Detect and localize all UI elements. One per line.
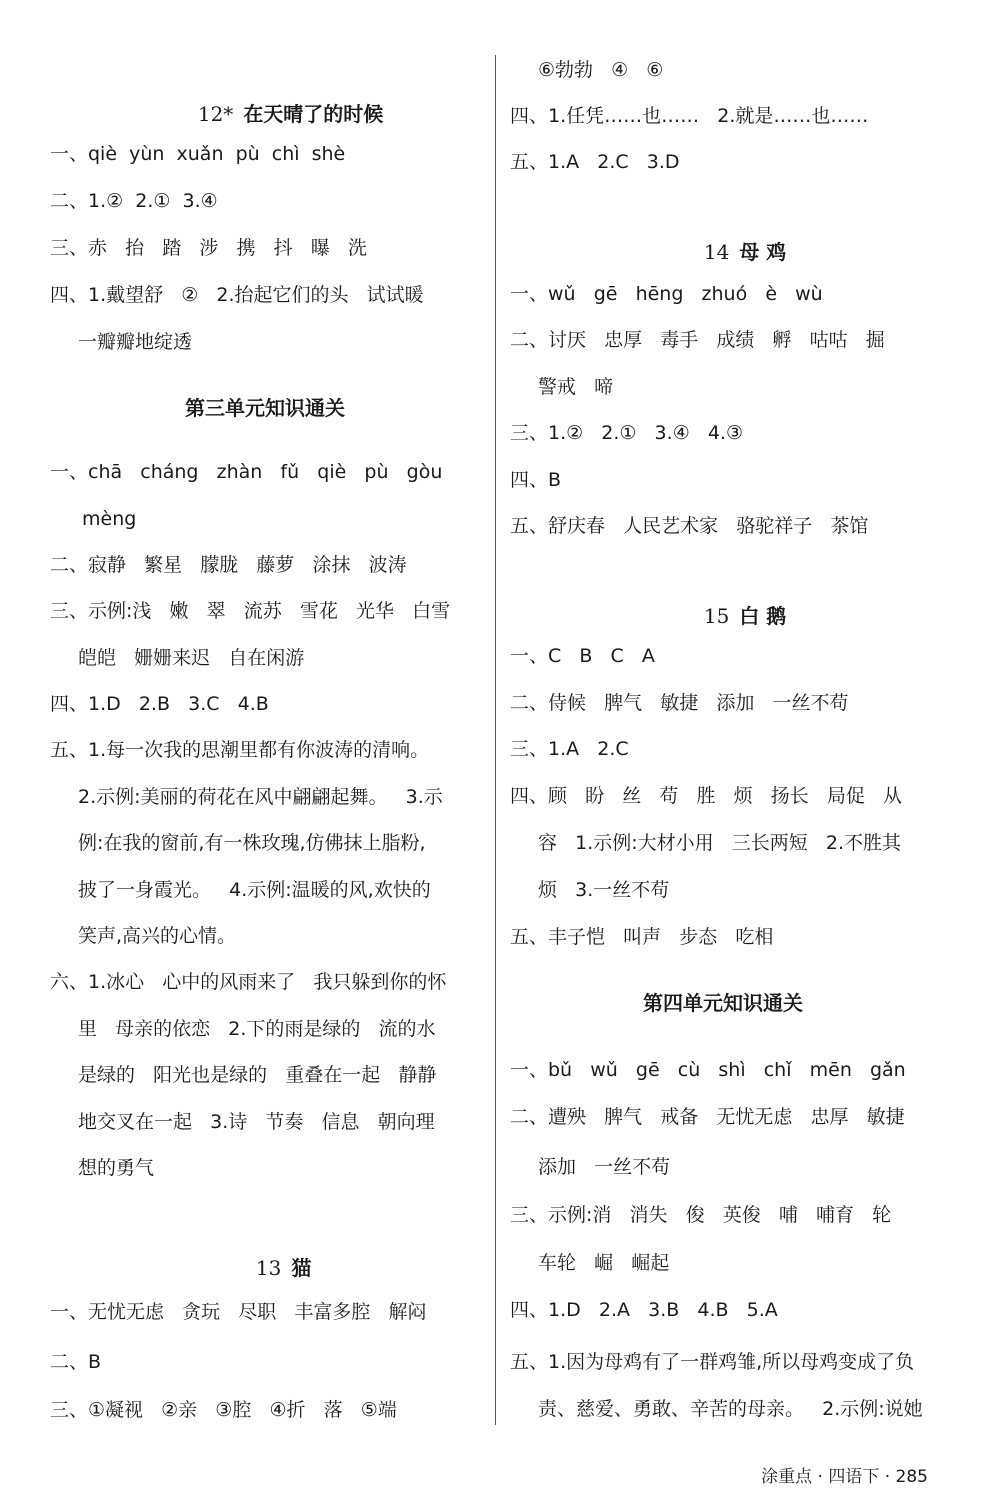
answer-line: 一、无忧无虑 贪玩 尽职 丰富多腔 解闷: [50, 1301, 427, 1323]
answer-line: 三、赤 抬 踏 涉 携 抖 曝 洗: [50, 237, 367, 259]
answer-line: 想的勇气: [78, 1157, 155, 1179]
unit-4-heading: 第四单元知识通关: [643, 991, 803, 1015]
lesson-number: 15: [703, 604, 730, 628]
answer-line: 披了一身霞光。 4.示例:温暖的风,欢快的: [78, 879, 431, 901]
answer-line: 一、qiè yùn xuǎn pù chì shè: [50, 143, 346, 165]
answer-line: 容 1.示例:大材小用 三长两短 2.不胜其: [538, 832, 902, 854]
answer-line: 皑皑 姗姗来迟 自在闲游: [78, 647, 305, 669]
answer-line: 四、1.D 2.B 3.C 4.B: [50, 693, 269, 715]
answer-line: 三、示例:消 消失 俊 英俊 哺 哺育 轮: [510, 1204, 892, 1226]
unit-3-heading: 第三单元知识通关: [185, 396, 345, 420]
lesson-number: 14: [703, 240, 730, 264]
answer-line: 一、wǔ gē hēng zhuó è wù: [510, 283, 823, 305]
answer-line: 五、1.因为母鸡有了一群鸡雏,所以母鸡变成了负: [510, 1351, 915, 1373]
answer-line: 五、1.每一次我的思潮里都有你波涛的清响。: [50, 739, 430, 761]
answer-line: 一、bǔ wǔ gē cù shì chǐ mēn gǎn: [510, 1059, 906, 1081]
lesson-number: 13: [255, 1256, 282, 1280]
answer-line: 三、1.② 2.① 3.④ 4.③: [510, 422, 744, 444]
column-divider: [495, 55, 496, 1425]
answer-line: 烦 3.一丝不苟: [538, 879, 670, 901]
answer-line: 责、慈爱、勇敢、辛苦的母亲。 2.示例:说她: [538, 1398, 923, 1420]
answer-line: 添加 一丝不苟: [538, 1156, 671, 1178]
lesson-title: 母 鸡: [739, 240, 787, 264]
answer-line: 是绿的 阳光也是绿的 重叠在一起 静静: [78, 1064, 437, 1086]
answer-line: 四、1.任凭……也…… 2.就是……也……: [510, 105, 869, 127]
page-footer: 涂重点 · 四语下 · 285: [761, 1467, 928, 1487]
answer-line: 二、寂静 繁星 朦胧 藤萝 涂抹 波涛: [50, 554, 407, 576]
answer-line: 四、顾 盼 丝 苟 胜 烦 扬长 局促 从: [510, 785, 902, 807]
answer-line: 四、1.戴望舒 ② 2.抬起它们的头 试试暖: [50, 284, 424, 306]
lesson-title: 在天晴了的时候: [243, 102, 384, 126]
answer-line: 五、1.A 2.C 3.D: [510, 151, 680, 173]
answer-line: 五、丰子恺 叫声 步态 吃相: [510, 926, 774, 948]
answer-line: 里 母亲的依恋 2.下的雨是绿的 流的水: [78, 1018, 436, 1040]
answer-line: 2.示例:美丽的荷花在风中翩翩起舞。 3.示: [78, 786, 443, 808]
lesson-14-heading: [676, 216, 786, 288]
answer-line: 二、侍候 脾气 敏捷 添加 一丝不苟: [510, 692, 849, 714]
answer-line: 三、示例:浅 嫩 翠 流苏 雪花 光华 白雪: [50, 600, 451, 622]
lesson-15-heading: [676, 580, 786, 652]
answer-line: 二、遭殃 脾气 戒备 无忧无虑 忠厚 敏捷: [510, 1106, 905, 1128]
answer-line: 警戒 啼: [538, 376, 614, 398]
answer-line: ⑥勃勃 ④ ⑥: [538, 59, 664, 81]
answer-line: 二、B: [50, 1351, 102, 1373]
answer-line: 二、1.② 2.① 3.④: [50, 190, 218, 212]
lesson-13-heading: [228, 1232, 311, 1304]
lesson-number: 12*: [197, 102, 234, 126]
lesson-12-heading: [170, 78, 383, 150]
answer-line: mèng: [82, 508, 137, 530]
answer-line: 五、舒庆春 人民艺术家 骆驼祥子 茶馆: [510, 515, 869, 537]
answer-line: 例:在我的窗前,有一株玫瑰,仿佛抹上脂粉,: [78, 832, 426, 854]
answer-line: 笑声,高兴的心情。: [78, 925, 237, 947]
answer-line: 六、1.冰心 心中的风雨来了 我只躲到你的怀: [50, 971, 447, 993]
answer-line: 车轮 崛 崛起: [538, 1252, 670, 1274]
answer-line: 一、C B C A: [510, 645, 655, 667]
answer-line: 四、B: [510, 469, 562, 491]
answer-line: 四、1.D 2.A 3.B 4.B 5.A: [510, 1299, 778, 1321]
answer-line: 三、1.A 2.C: [510, 738, 629, 760]
answer-line: 三、①凝视 ②亲 ③腔 ④折 落 ⑤端: [50, 1399, 397, 1421]
answer-line: 一、chā cháng zhàn fǔ qiè pù gòu: [50, 461, 443, 483]
answer-line: 地交叉在一起 3.诗 节奏 信息 朝向理: [78, 1111, 435, 1133]
answer-line: 二、讨厌 忠厚 毒手 成绩 孵 咕咕 掘: [510, 329, 885, 351]
lesson-title: 猫: [291, 1256, 312, 1280]
lesson-title: 白 鹅: [739, 604, 787, 628]
answer-line: 一瓣瓣地绽透: [78, 331, 193, 353]
